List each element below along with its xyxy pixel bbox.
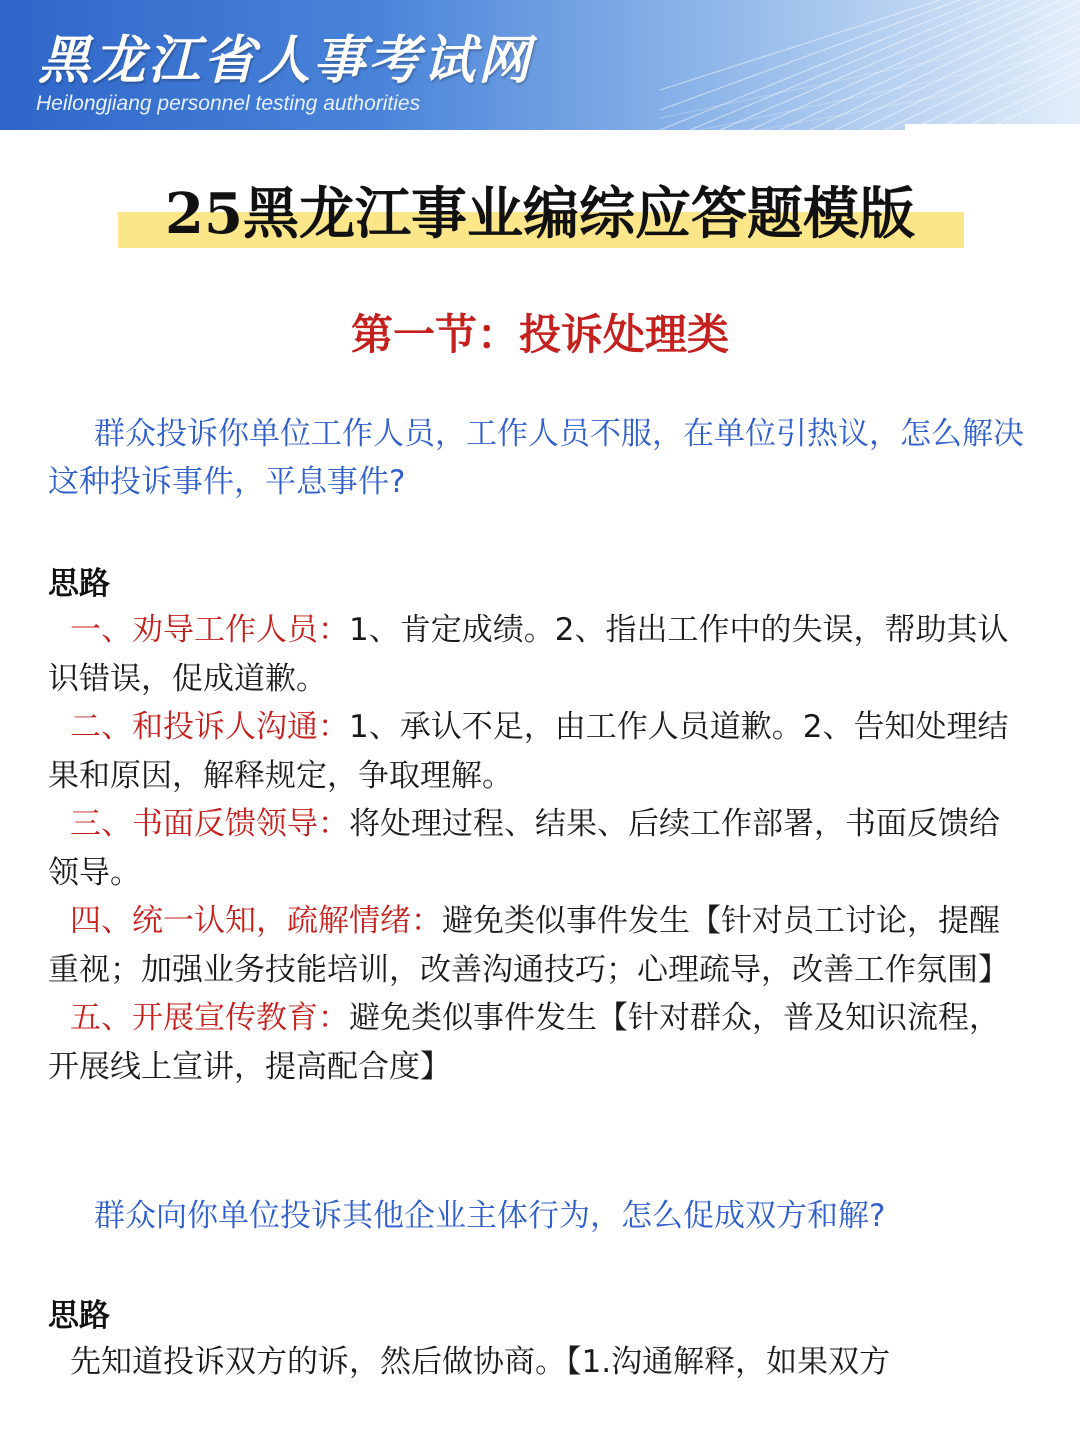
point-text: 将处理过程、结果、后续工作部署，书面反馈给领导。 (48, 806, 1000, 891)
answer-point-5 (48, 994, 1028, 1091)
point-text: 避免类似事件发生【针对员工讨论，提醒重视；加强业务技能培训，改善沟通技巧；心理疏导，改善工作氛围】 (48, 903, 1009, 988)
question-1: 群众投诉你单位工作人员，工作人员不服，在单位引热议，怎么解决这种投诉事件，平息事件? (48, 416, 1024, 500)
answer-point-1 (48, 606, 1028, 703)
idea-label-2: 思路 (48, 1298, 110, 1334)
answer-2-text: 先知道投诉双方的诉，然后做协商。【1.沟通解释，如果双方 (70, 1344, 891, 1380)
document-title: 25黑龙江事业编综应答题模版 (165, 181, 915, 247)
answer-point-4 (48, 897, 1028, 994)
idea-label-1: 思路 (48, 566, 110, 602)
point-text: 避免类似事件发生【针对群众，普及知识流程，开展线上宣讲，提高配合度】 (48, 1000, 1000, 1085)
site-name-english: Heilongjiang personnel testing authorities (36, 92, 421, 115)
point-text: 1、肯定成绩。2、指出工作中的失误，帮助其认识错误，促成道歉。 (48, 612, 1009, 697)
question-2: 群众向你单位投诉其他企业主体行为，怎么促成双方和解? (94, 1198, 886, 1234)
point-label: 四、统一认知，疏解情绪： (70, 903, 442, 939)
section-heading: 第一节：投诉处理类 (350, 310, 729, 359)
answer-points-list (48, 606, 1028, 1091)
point-label: 五、开展宣传教育： (70, 1000, 349, 1036)
title-container (0, 170, 1080, 250)
site-name: 黑龙江省人事考试网 (38, 31, 534, 91)
site-header-banner (0, 0, 1080, 130)
point-label: 一、劝导工作人员： (70, 612, 349, 648)
point-label: 三、书面反馈领导： (70, 806, 349, 842)
building-lines-graphic (660, 0, 1080, 130)
point-text: 1、承认不足，由工作人员道歉。2、告知处理结果和原因，解释规定，争取理解。 (48, 709, 1009, 794)
banner-divider (905, 124, 1080, 130)
point-label: 二、和投诉人沟通： (70, 709, 349, 745)
answer-point-3 (48, 800, 1028, 897)
answer-point-2 (48, 703, 1028, 800)
